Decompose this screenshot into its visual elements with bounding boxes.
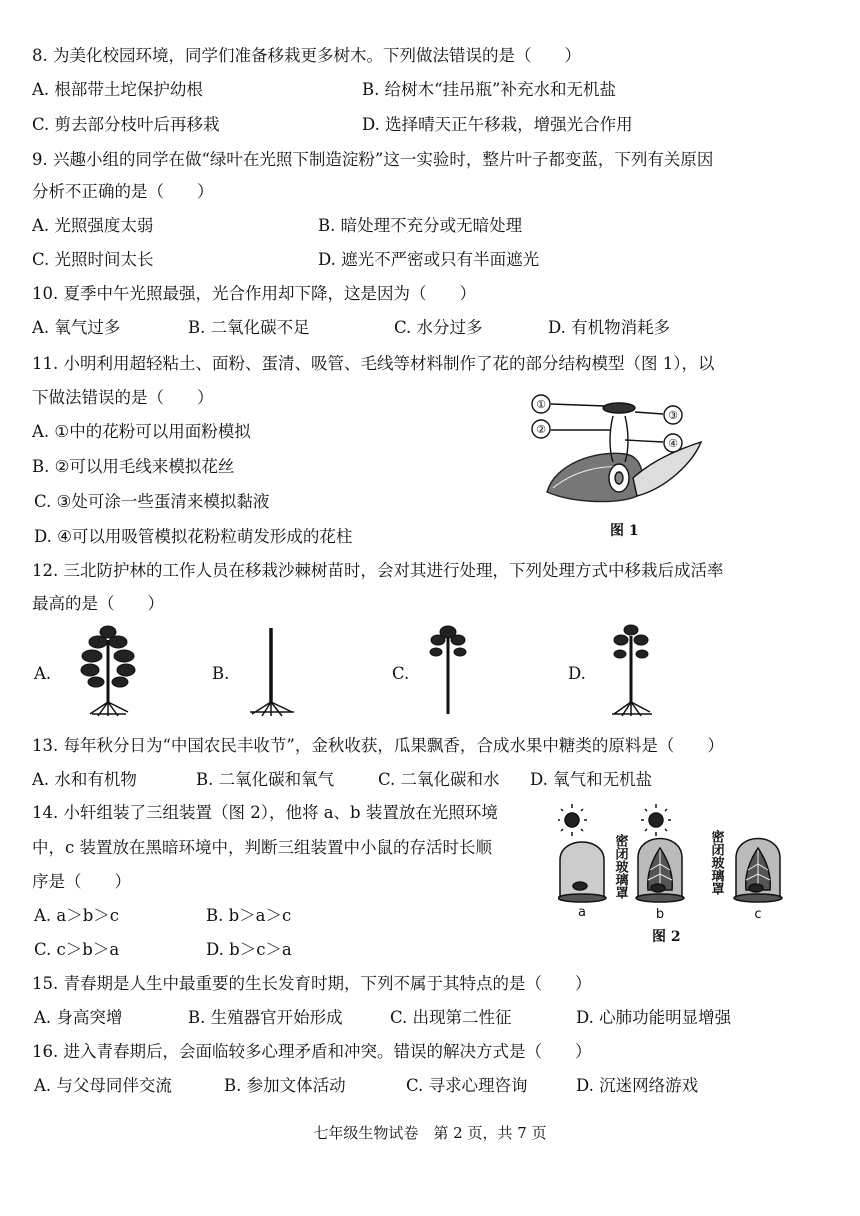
question-11-stem-line1: 11. 小明利用超轻粘土、面粉、蛋清、吸管、毛线等材料制作了花的部分结构模型（图 1），以	[32, 354, 715, 373]
figure-2-caption: 图 2	[652, 929, 681, 945]
question-13-option-a[interactable]: A. 水和有机物	[32, 770, 137, 789]
question-16-option-b[interactable]: B. 参加文体活动	[224, 1076, 346, 1095]
question-9-option-c[interactable]: C. 光照时间太长	[32, 250, 154, 269]
jar-b-label: b	[655, 907, 665, 922]
question-12-stem-line1: 12. 三北防护林的工作人员在移栽沙棘树苗时，会对其进行处理，下列处理方式中移栽后成活率	[32, 561, 724, 580]
question-16-stem: 16. 进入青春期后，会面临较多心理矛盾和冲突。错误的解决方式是（ ）	[32, 1042, 592, 1061]
question-11-option-d[interactable]: D. ④可以用吸管模拟花粉粒萌发形成的花柱	[34, 527, 353, 546]
question-14-option-d[interactable]: D. b＞c＞a	[206, 940, 292, 959]
question-14-stem-line3: 序是（ ）	[32, 872, 131, 891]
seedling-bare-stem-image	[236, 620, 306, 720]
figure1-label-3: ③	[668, 409, 678, 422]
question-15-option-b[interactable]: B. 生殖器官开始形成	[188, 1008, 343, 1027]
question-9-stem-line1: 9. 兴趣小组的同学在做“绿叶在光照下制造淀粉”这一实验时，整片叶子都变蓝，下列有关原因	[32, 150, 714, 169]
question-15-option-d[interactable]: D. 心肺功能明显增强	[576, 1008, 732, 1027]
question-8-stem: 8. 为美化校园环境，同学们准备移栽更多树木。下列做法错误的是（ ）	[32, 46, 581, 65]
seedling-partial-leaves-image	[596, 620, 666, 720]
jar-c-label: c	[754, 907, 762, 922]
question-12-stem-line2: 最高的是（ ）	[32, 594, 164, 613]
question-12-option-c[interactable]: C.	[392, 664, 410, 683]
figure-1-caption: 图 1	[610, 523, 639, 539]
question-12-option-b[interactable]: B.	[212, 664, 230, 683]
question-15-stem: 15. 青春期是人生中最重要的生长发育时期，下列不属于其特点的是（ ）	[32, 974, 592, 993]
question-9-stem-line2: 分析不正确的是（ ）	[32, 182, 214, 201]
jar-a-label: a	[578, 905, 586, 920]
figure1-label-4: ④	[668, 437, 678, 450]
figure1-label-1: ①	[536, 398, 546, 411]
figure1-label-2: ②	[536, 423, 546, 436]
question-12-option-d[interactable]: D.	[568, 664, 586, 683]
jar-note-2: 密闭玻璃罩	[708, 830, 724, 895]
question-13-option-d[interactable]: D. 氧气和无机盐	[530, 770, 653, 789]
question-16-option-d[interactable]: D. 沉迷网络游戏	[576, 1076, 699, 1095]
question-16-option-a[interactable]: A. 与父母同伴交流	[34, 1076, 172, 1095]
question-10-option-c[interactable]: C. 水分过多	[394, 318, 483, 337]
question-12-option-a[interactable]: A.	[34, 664, 52, 683]
question-14-option-b[interactable]: B. b＞a＞c	[206, 906, 292, 925]
question-9-option-b[interactable]: B. 暗处理不充分或无暗处理	[318, 216, 523, 235]
question-11-option-c[interactable]: C. ③处可涂一些蛋清来模拟黏液	[34, 492, 270, 511]
question-8-option-a[interactable]: A. 根部带土坨保护幼根	[32, 80, 203, 99]
question-16-option-c[interactable]: C. 寻求心理咨询	[406, 1076, 528, 1095]
question-15-option-c[interactable]: C. 出现第二性征	[390, 1008, 512, 1027]
question-13-stem: 13. 每年秋分日为“中国农民丰收节”，金秋收获，瓜果飘香，合成水果中糖类的原料是（ ）	[32, 736, 724, 755]
flower-model-figure	[525, 392, 715, 517]
question-10-option-d[interactable]: D. 有机物消耗多	[548, 318, 671, 337]
bell-jar-apparatus-figure	[558, 800, 848, 925]
page-footer: 七年级生物试卷 第 2 页，共 7 页	[313, 1124, 547, 1142]
question-10-option-b[interactable]: B. 二氧化碳不足	[188, 318, 310, 337]
question-9-option-a[interactable]: A. 光照强度太弱	[32, 216, 154, 235]
question-13-option-c[interactable]: C. 二氧化碳和水	[378, 770, 500, 789]
question-14-stem-line2: 中，c 装置放在黑暗环境中，判断三组装置中小鼠的存活时长顺	[32, 838, 492, 857]
question-15-option-a[interactable]: A. 身高突增	[34, 1008, 123, 1027]
seedling-top-leaves-no-roots-image	[418, 620, 478, 720]
question-8-option-b[interactable]: B. 给树木“挂吊瓶”补充水和无机盐	[362, 80, 616, 99]
question-8-option-d[interactable]: D. 选择晴天正午移栽，增强光合作用	[362, 115, 633, 134]
question-11-option-b[interactable]: B. ②可以用毛线来模拟花丝	[32, 457, 235, 476]
question-11-stem-line2: 下做法错误的是（ ）	[32, 388, 214, 407]
jar-note-1: 密闭玻璃罩	[612, 834, 628, 899]
question-13-option-b[interactable]: B. 二氧化碳和氧气	[196, 770, 335, 789]
question-10-option-a[interactable]: A. 氧气过多	[32, 318, 121, 337]
question-8-option-c[interactable]: C. 剪去部分枝叶后再移栽	[32, 115, 220, 134]
question-11-option-a[interactable]: A. ①中的花粉可以用面粉模拟	[32, 422, 251, 441]
question-14-option-c[interactable]: C. c＞b＞a	[34, 940, 120, 959]
question-14-stem-line1: 14. 小轩组装了三组装置（图 2），他将 a、b 装置放在光照环境	[32, 803, 498, 822]
question-10-stem: 10. 夏季中午光照最强，光合作用却下降，这是因为（ ）	[32, 284, 476, 303]
question-9-option-d[interactable]: D. 遮光不严密或只有半面遮光	[318, 250, 540, 269]
seedling-full-leaves-image	[68, 620, 148, 720]
question-14-option-a[interactable]: A. a＞b＞c	[34, 906, 120, 925]
